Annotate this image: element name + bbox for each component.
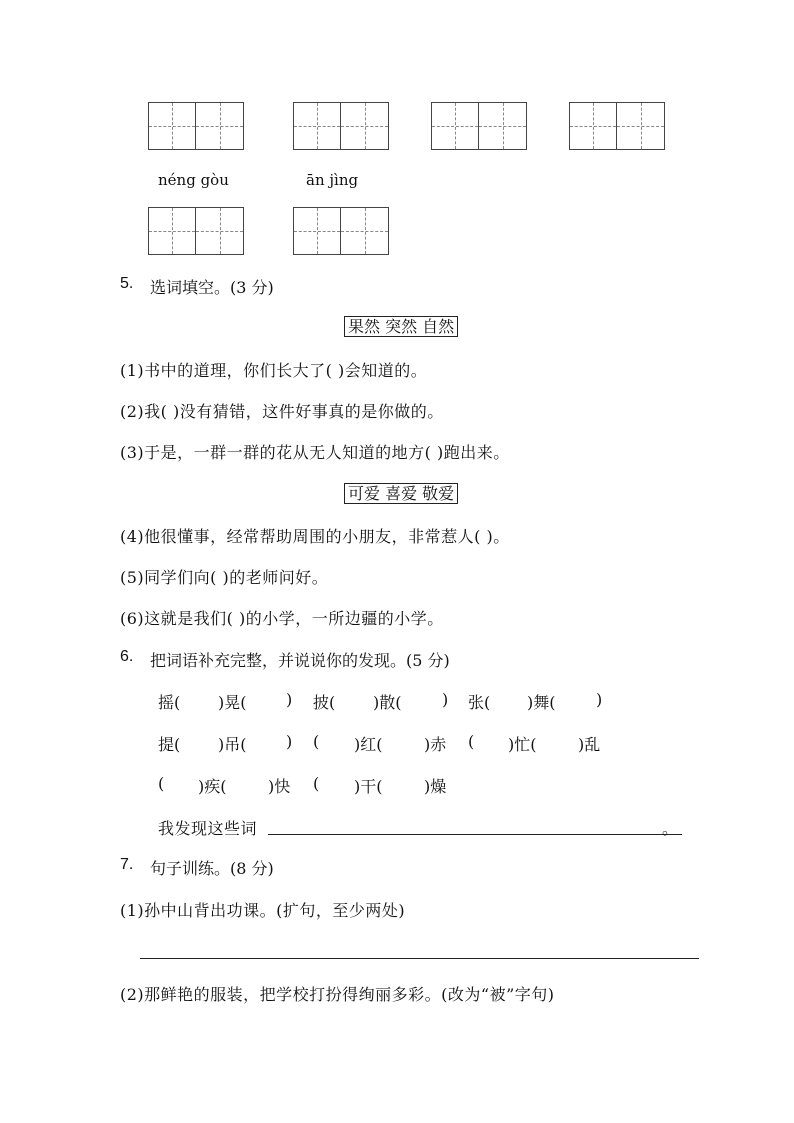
char-grid-2[interactable] <box>293 102 389 150</box>
q5-item-3: (3)于是，一群一群的花从无人知道的地方( )跑出来。 <box>120 443 510 462</box>
char-grid-5[interactable] <box>148 207 244 255</box>
q6-number: 6. <box>120 648 134 665</box>
q5-item-4: (4)他很懂事，经常帮助周围的小朋友，非常惹人( )。 <box>120 527 510 546</box>
q6-r2-f: )赤 <box>424 735 447 754</box>
char-grid-3[interactable] <box>431 102 527 150</box>
q6-r1-c: ) <box>286 690 293 709</box>
q7-item-1: (1)孙中山背出功课。(扩句，至少两处) <box>120 901 406 920</box>
q6-r2-c: ) <box>286 732 293 751</box>
q7-number: 7. <box>120 856 134 873</box>
q6-period: 。 <box>662 819 679 838</box>
q6-r3-d: ( <box>313 774 320 793</box>
q5-item-6: (6)这就是我们( )的小学，一所边疆的小学。 <box>120 609 444 628</box>
q7-answer-line-1[interactable] <box>140 958 699 959</box>
q6-discovery-label: 我发现这些词 <box>158 819 258 838</box>
q6-r1-d: 披( <box>313 693 336 712</box>
q6-answer-line[interactable] <box>268 834 682 835</box>
q6-r3-b: )疾( <box>198 777 227 796</box>
pinyin-neng-gou: néng gòu <box>158 171 229 189</box>
q6-r2-b: )吊( <box>218 735 247 754</box>
q6-r2-d: ( <box>313 732 320 751</box>
q5-item-5: (5)同学们向( )的老师问好。 <box>120 568 329 587</box>
q5-title: 选词填空。(3 分) <box>150 278 274 297</box>
q6-r1-h: )舞( <box>527 693 556 712</box>
q5-word-box-2: 可爱 喜爱 敬爱 <box>344 483 458 504</box>
q6-r3-f: )燥 <box>424 777 447 796</box>
char-grid-4[interactable] <box>569 102 665 150</box>
char-grid-6[interactable] <box>293 207 389 255</box>
q6-r1-g: 张( <box>468 693 491 712</box>
q6-title: 把词语补充完整，并说说你的发现。(5 分) <box>150 651 450 670</box>
q6-r1-b: )晃( <box>218 693 247 712</box>
q6-r1-a: 摇( <box>158 693 181 712</box>
q6-r1-i: ) <box>596 690 603 709</box>
q6-r3-c: )快 <box>268 777 291 796</box>
q6-r1-f: ) <box>442 690 449 709</box>
q7-title: 句子训练。(8 分) <box>150 859 274 878</box>
q5-word-box-1: 果然 突然 自然 <box>344 316 458 337</box>
q6-r2-a: 提( <box>158 735 181 754</box>
q5-item-2: (2)我( )没有猜错，这件好事真的是你做的。 <box>120 402 444 421</box>
char-grid-1[interactable] <box>148 102 244 150</box>
q6-r2-i: )乱 <box>578 735 601 754</box>
q5-number: 5. <box>120 275 134 292</box>
q6-r3-a: ( <box>158 774 165 793</box>
q6-r1-e: )散( <box>373 693 402 712</box>
q6-r2-g: ( <box>468 732 475 751</box>
pinyin-an-jing: ān jìng <box>306 171 359 189</box>
q7-item-2: (2)那鲜艳的服装，把学校打扮得绚丽多彩。(改为“被”字句) <box>120 985 555 1004</box>
q6-r2-e: )红( <box>354 735 383 754</box>
q6-r2-h: )忙( <box>508 735 537 754</box>
q6-r3-e: )干( <box>354 777 383 796</box>
q5-item-1: (1)书中的道理，你们长大了( )会知道的。 <box>120 361 428 380</box>
